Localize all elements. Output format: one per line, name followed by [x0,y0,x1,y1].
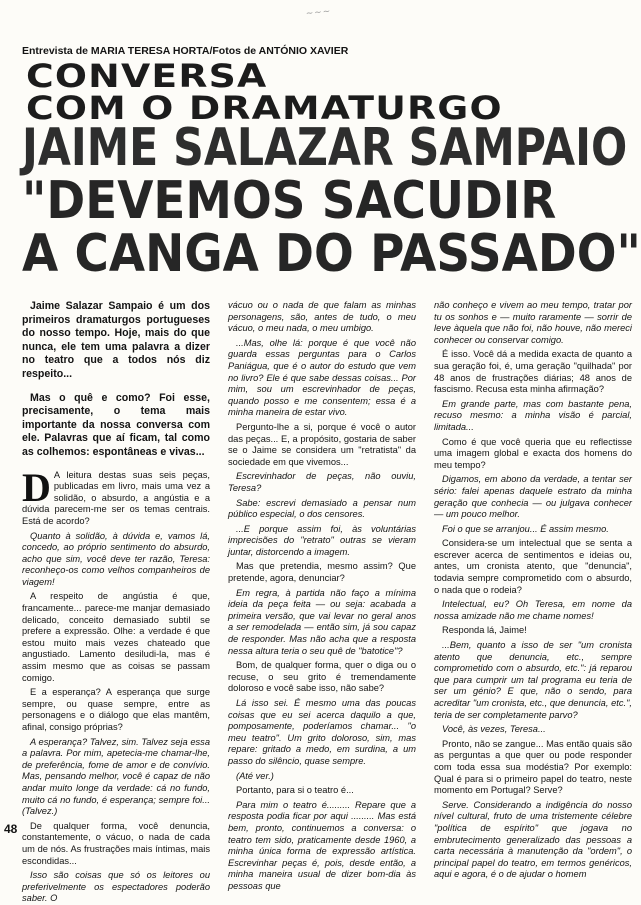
headline-name: JAIME SALAZAR SAMPAIO [22,118,628,178]
article-body [22,300,636,904]
paragraph [434,437,632,472]
page-number: 48 [4,822,18,836]
paragraph-text: Em regra, à partida não faço a mínima ideia da peça feita — ou seja: acabada a primeira versão, que vai levar no geral anos a ser remodelada — então sim, já sou capaz de responder. Mas não acha que a resposta nessa altura teria o seu quê de "batotice"? [228,587,416,656]
paragraph [22,300,210,382]
paragraph [228,800,416,893]
paragraph [228,561,416,584]
paragraph-text: Portanto, para si o teatro é... [236,785,354,796]
paragraph-text: ...Mas, olhe lá: porque é que você não guarda essas perguntas para o Carlos Paniágua, que é o autor do estudo que vem no livro? Ele é que sabe dessas coisas... Por mim, sou um escrevinhador de peças, quando posso e me consentem; essa é a minha maneira de estar vivo. [228,337,416,418]
paragraph-text: Foi o que se arranjou... É assim mesmo. [442,523,609,534]
paragraph [228,300,416,335]
paragraph [228,771,416,783]
paragraph [22,531,210,589]
paragraph-text: Pronto, não se zangue... Mas então quais são as perguntas a que quer ou pode responder com toda essa sua modéstia? Por exemplo: Qual é para si o primeiro papel do teatro, neste momento em Portugal? Serve? [434,738,632,796]
paragraph [228,524,416,559]
paragraph-text: vácuo ou o nada de que falam as minhas personagens, são, antes de tudo, o meu vácuo, o meu nada, o meu umbigo. [228,300,416,334]
text-column-1 [22,300,210,904]
paragraph-text: Serve. Considerando a indigência do nosso nível cultural, fruto de uma tristemente célebre "política de espírito" que jogava no embrutecimento generalizado das pessoas a carta necessária à manutenção da "ordem", o principal papel do teatro, em termos genéricos, aqui e agora, é o de ajudar o homem [434,799,632,880]
paragraph [22,737,210,818]
drop-cap: D [22,464,51,510]
paragraph-text: Isso são coisas que só os leitores ou preferivelmente os espectadores poderão saber. O [22,870,210,904]
paragraph [228,588,416,658]
paragraph [434,739,632,797]
headline-quote-line-2: A CANGA DO PASSADO" [22,224,641,284]
paragraph-text: Digamos, em abono da verdade, a tentar ser sério: falei apenas daquele estrato da minha geração que conhecia — ou julgava conhecer — um pouco melhor. [434,474,632,520]
paragraph-text: Intelectual, eu? Oh Teresa, em nome da nossa amizade não me chame nomes! [434,599,632,621]
paragraph [434,399,632,434]
paragraph [228,471,416,494]
paragraph [228,498,416,521]
article-credits: Entrevista de MARIA TERESA HORTA/Fotos de ANTÓNIO XAVIER [22,45,349,57]
headline-quote-line-1: "DEVEMOS SACUDIR [22,171,557,231]
archive-stamp: ~~~ [305,6,332,20]
paragraph [434,724,632,736]
paragraph [22,464,210,528]
paragraph-text: (Até ver.) [236,770,274,781]
paragraph [228,422,416,468]
paragraph [22,821,210,867]
paragraph [228,338,416,419]
paragraph-text: ...Bem, quanto a isso de ser "um cronista atento que denuncia, etc., sempre comprometido com o absurdo, etc.": já reparou que para cumprir um tal programa eu teria de ser um génio? E que, não o sendo, para acreditar "um cronista, etc., que denuncia, etc.", teria de ser completamente parvo? [434,640,632,720]
paragraph [228,785,416,797]
paragraph-text: Para mim o teatro é......... Repare que a resposta podia ficar por aqui ......... Mas está bem, pronto, continuemos a conversa: o teatro tem sido, praticamente desde 1960, a minha única forma de expressão artística. Escrevinhar peças é, pois, desde então, a minha maneira usual de dizer bom-dia às pessoas que [228,799,416,891]
paragraph-text: Lá isso sei. É mesmo uma das poucas coisas que eu sei acerca daquilo a que, pomposamente, poderíamos chamar... "o meu teatro". Um grito doloroso, sim, mas repare: gritado a medo, em surdina, a um passo do silêncio, quase sempre. [228,698,416,766]
paragraph [434,300,632,346]
paragraph [434,474,632,520]
paragraph-text: Escrevinhador de peças, não ouviu, Teresa? [228,471,416,493]
paragraph-text: Em grande parte, mas com bastante pena, recuso mesmo: a minha visão é parcial, limitada... [434,398,632,432]
paragraph [434,640,632,721]
paragraph-text: Quanto à solidão, à dúvida e, vamos lá, concedo, ao próprio sentimento do absurdo, acho que sim, você deve ter razão, Teresa: reconheço-os como velhos companheiros de viagem! [22,530,210,587]
paragraph [434,800,632,881]
paragraph-text: Mas que pretendia, mesmo assim? Que pretende, agora, denunciar? [228,561,416,584]
paragraph [22,687,210,733]
kicker-line-1: CONVERSA [26,57,268,95]
paragraph-text: É isso. Você dá a medida exacta de quanto a sua geração foi, é, uma geração "quilhada" por 48 anos de frustrações diárias; 48 anos de fascismo. Recusa esta minha afirmação? [434,349,632,395]
paragraph-text: A esperança? Talvez, sim. Talvez seja essa a palavra. Por mim, apetecia-me chamar-lhe, de preferência, fome de amor e de convívio. Mas, pensando melhor, você é capaz de não andar muito longe da verdade: cá no fundo, muito cá no fundo, é esperança; sempre foi... (Talvez.) [22,736,210,817]
paragraph [434,524,632,536]
paragraph [434,538,632,596]
paragraph [434,599,632,622]
paragraph-text: ...E porque assim foi, às voluntárias imprecisões do "retrato" outras se vieram juntar, distorcendo a imagem. [228,523,416,557]
paragraph-text: A respeito de angústia é que, francamente... parece-me manjar demasiado delicado, conceito demasiado subtil se prefere a expressão. Olhe: a verdade é que estou muito mais vezes chateado que angustiado. Lamento desiludi-la, mas é assim mesmo que as coisas se passam comigo. [22,591,210,683]
paragraph-text: não conheço e vivem ao meu tempo, tratar por tu os sonhos e — muito raramente — sorrir de leve àquela que não foi, não houve, não mereci conhecer ou conservar comigo. [434,300,632,345]
paragraph-text: Mas o quê e como? Foi esse, precisamente, o tema mais importante da nossa conversa com ele. Palavras que aí ficam, tal como as colhemos: espontâneas e vivas... [22,391,210,458]
paragraph [22,870,210,905]
paragraph-text: Pergunto-lhe a si, porque é você o autor das peças... E, a propósito, gostaria de saber se o Jaime se considera um "retratista" da sociedade em que vivemos... [228,421,416,467]
paragraph [228,698,416,768]
paragraph-text: Sabe: escrevi demasiado a pensar num público especial, o dos censores. [228,497,416,520]
paragraph-text: Você, às vezes, Teresa... [442,724,546,735]
paragraph-text: Responda lá, Jaime! [442,625,527,636]
paragraph [228,660,416,695]
paragraph-text: E a esperança? A esperança que surge sempre, ou quase sempre, entre as personagens e o diálogo que elas mantêm, afinal, consigo próprias? [22,687,210,732]
kicker-line-2: COM O DRAMATURGO [26,89,503,127]
paragraph [22,392,210,460]
paragraph-text: Jaime Salazar Sampaio é um dos primeiros dramaturgos portugueses do nosso tempo. Hoje, mais do que nunca, ele tem uma palavra a dizer no teatro que a todos nós diz respeito... [22,300,210,380]
paragraph [434,349,632,395]
paragraph-text: Como é que você queria que eu reflectisse uma imagem global e exacta dos homens do meu tempo? [434,436,632,470]
paragraph-text: De qualquer forma, você denuncia, constantemente, o vácuo, o nada de cada um de nós. As frustrações mais íntimas, mais escondidas... [22,820,210,866]
paragraph [22,591,210,684]
paragraph [434,625,632,637]
text-column-3 [434,300,632,880]
text-column-2 [228,300,416,891]
paragraph-text: A leitura destas suas seis peças, publicadas em livro, mais uma vez a solidão, o absurdo, a angústia e a dúvida parecem-me ser os temas centrais. Está de acordo? [22,469,210,526]
paragraph-text: Considera-se um intelectual que se senta a escrever acerca de sentimentos e ideias ou, antes, um cronista atento, que "denuncia", todavia sempre comprometido com o absurdo, o nada que o rodeia? [434,538,632,595]
paragraph-text: Bom, de qualquer forma, quer o diga ou o recuse, o seu grito é tremendamente doloroso e você sabe isso, não sabe? [228,660,416,694]
